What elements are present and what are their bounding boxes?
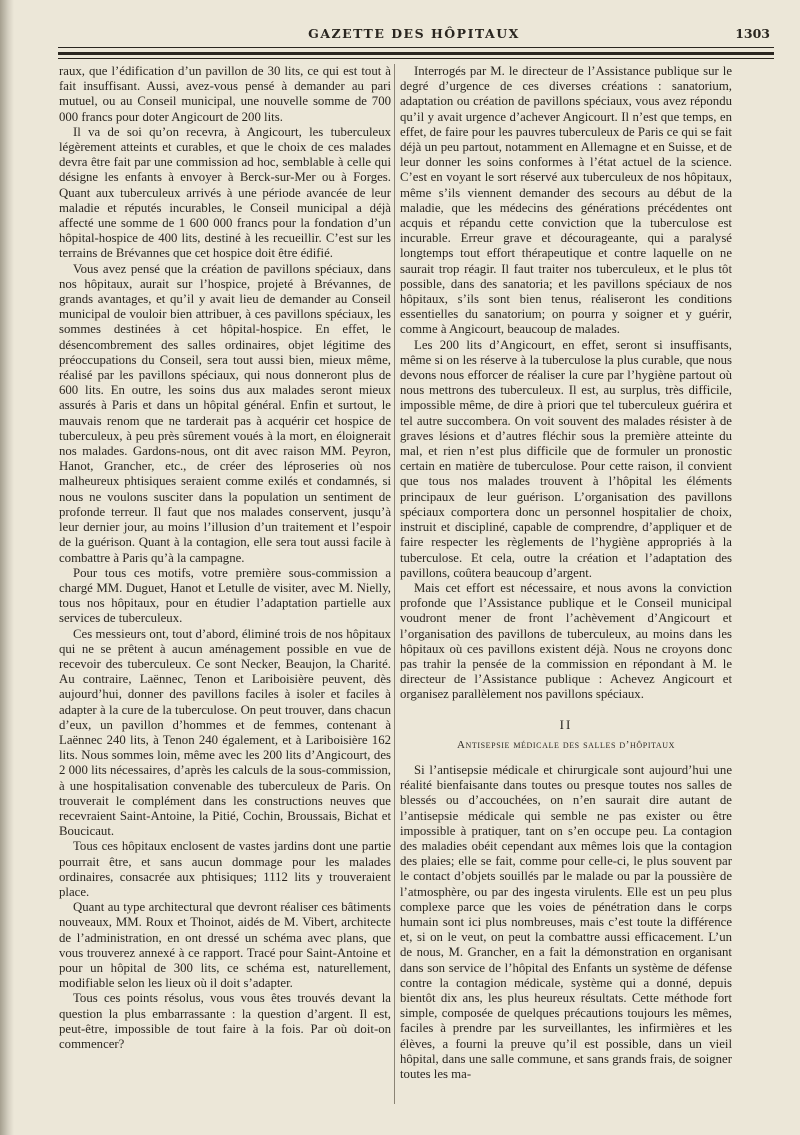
- section-title: Antisepsie médicale des salles d’hôpitaux: [456, 738, 676, 751]
- paragraph: Pour tous ces motifs, votre première sous-commission a chargé MM. Duguet, Hanot et Letulle de visiter, avec M. Nielly, tous nos hôpitaux, pour en étudier l’adaptation partielle aux services de tuberculeux.: [59, 565, 391, 626]
- paragraph: Interrogés par M. le directeur de l’Assistance publique sur le degré d’urgence de ces diverses créations : sanatorium, adaptation ou création de pavillons spéciaux, vous avez répondu qu’il y avait urgence d’achever Angicourt. Il n’est que temps, en effet, de faire pour les pauvres tuberculeux de Paris ce qui se fait déjà un peu partout, notamment en Allemagne et en Suisse, et de leur donner les soins conformes à l’état actuel de la science. C’est en voyant le sort réservé aux tuberculeux de nos hôpitaux, même s’ils viennent demander des secours au début de la maladie, que les médecins des générations précédentes ont acquis et répandu cette conviction que la tuberculose est incurable. Erreur grave et décourageante, qui a paralysé longtemps tout effort thérapeutique et contre laquelle on ne saurait trop réagir. Il faut traiter nos tuberculeux, et le plus tôt possible, dans des sanatoria; et les pavillons spéciaux de nos hôpitaux, s’ils sont bien tenus, réaliseront les conditions essentielles du sanatorium; on pourra y soigner et y guérir, comme à Angicourt, beaucoup de malades.: [400, 64, 732, 337]
- right-column: [400, 64, 732, 1082]
- paragraph: Quant au type architectural que devront réaliser ces bâtiments nouveaux, MM. Roux et Thoinot, aidés de M. Vibert, architecte de l’administration, en ont dressé un schéma avec plans, que vous trouverez annexé à ce rapport. Tracé pour Saint-Antoine et pour un hôpital de 300 lits, ce schéma est, naturellement, modifiable selon les lieux où il doit s’adapter.: [59, 900, 391, 991]
- paragraph: raux, que l’édification d’un pavillon de 30 lits, ce qui est tout à fait insuffisant. Aussi, avez-vous pensé à demander au pari mutuel, ou au Conseil municipal, une nouvelle somme de 700 000 francs pour doter Angicourt de 200 lits.: [59, 64, 391, 124]
- page-number: 1303: [735, 26, 770, 41]
- section-number: II: [559, 716, 573, 732]
- paragraph: Vous avez pensé que la création de pavillons spéciaux, dans nos hôpitaux, aurait sur l’hospice, projeté à Brévannes, de grands avantages, et qu’il y avait lieu de demander au Conseil municipal de vouloir bien attribuer, à ces pavillons spéciaux, les sommes destinées à cet hôpital-hospice. En effet, le désencombrement des salles ordinaires, objet légitime des préoccupations du Conseil, sera tout aussi bien, mieux même, réalisé par les pavillons spéciaux, qui nous donneront plus de 600 lits. En outre, les soins dus aux malades seront mieux assurés à Paris et dans un hôpital général. Enfin et surtout, le mauvais renom que ne tarderait pas à acquérir cet hospice de tuberculeux, à peu près sûrement voués à la mort, en éloignerait nos malades. Gardons-nous, ont dit avec raison MM. Peyron, Hanot, Grancher, etc., de créer des léproseries où nos malheureux phtisiques seraient comme exilés et condamnés, si nous ne voulons susciter dans la population un sentiment de profonde terreur. Il faut que nos malades conservent, jusqu’à leur dernier jour, au moins l’illusion d’un traitement et l’espoir de la guérison. Quant à la contagion, elle sera tout aussi facile à combattre à Paris qu’à la campagne.: [59, 261, 391, 565]
- paragraph: Si l’antisepsie médicale et chirurgicale sont aujourd’hui une réalité bienfaisante dans toutes ou presque toutes nos salles de blessés ou d’accouchées, on n’en saurait dire autant de l’antisepsie médicale qui semble ne pas exister ou être impossible à pratiquer, tant on s’en occupe peu. La contagion des maladies obéit cependant aux mêmes lois que la contagion des plaies; elle se fait, comme pour celle-ci, le plus souvent par le contact d’objets souillés par le malade ou par la poussière de l’atmosphère, ou par des ingesta virulents. Elle est un peu plus complexe parce que les voies de pénétration dans le corps humain sont ici plus nombreuses, mais c’est toute la différence et, si on le veut, on peut la combattre aussi efficacement. L’un de nous, M. Grancher, en a fait la démonstration en organisant dans son service de l’hôpital des Enfants un système de défense contre la contagion médicale, système qui a donné, depuis bientôt dix ans, les plus heureux résultats. Cette méthode fort simple, composée de quelques précautions toujours les mêmes, faciles à prendre par les surveillantes, les infirmières et les élèves, a fourni la preuve qu’il est possible, dans un vieil hôpital, dans une salle commune, et sans grands frais, de soigner toutes les ma-: [400, 762, 732, 1081]
- column-divider: [394, 64, 395, 1104]
- paragraph: Les 200 lits d’Angicourt, en effet, seront si insuffisants, même si on les réserve à la tuberculose la plus curable, que nous devons nous efforcer de réaliser la cure par l’hygiène partout où nous mettrons des tuberculeux. Il est, au surplus, très difficile, impossible même, de dire à priori que tel tuberculeux guérira et tel autre succombera. On voit souvent des malades résister à de graves lésions et d’autres fléchir sous la première atteinte du mal, et rien n’est plus difficile que de formuler un pronostic certain en matière de tuberculose. Pour cette raison, il convient que tous nos malades trouvent à l’hôpital les éléments principaux de leur guérison. L’organisation des pavillons spéciaux comportera donc un personnel hospitalier de choix, instruit et discipliné, capable de comprendre, d’appliquer et de faire respecter les règlements de l’hygiène appropriés à la tuberculose. Et cela, outre la création et l’adaptation des pavillons, coûtera beaucoup d’argent.: [400, 337, 732, 580]
- paragraph: Tous ces points résolus, vous vous êtes trouvés devant la question la plus embarrassante : la question d’argent. Il est, peut-être, impossible de tout faire à la fois. Par où doit-on commencer?: [59, 991, 391, 1051]
- journal-title: GAZETTE DES HÔPITAUX: [308, 26, 520, 41]
- paragraph: Mais cet effort est nécessaire, et nous avons la conviction profonde que l’Assistance publique et le Conseil municipal voudront mener de front l’achèvement d’Angicourt et l’organisation des pavillons de tuberculeux, au moins dans les hôpitaux où ces pavillons existent déjà. Nous ne croyons donc pas trahir la pensée de la commission en répondant à M. le directeur de l’Assistance publique : Achevez Angicourt et organisez parallèlement nos pavillons spéciaux.: [400, 580, 732, 702]
- paragraph: Tous ces hôpitaux enclosent de vastes jardins dont une partie pourrait être, et sans aucun dommage pour les malades ordinaires, consacrée aux phtisiques; 1112 lits y trouveraient place.: [59, 839, 391, 899]
- paragraph: Ces messieurs ont, tout d’abord, éliminé trois de nos hôpitaux qui ne se prêtent à aucun aménagement possible en vue de recevoir des tuberculeux. Ce sont Necker, Beaujon, la Charité. Au contraire, Laënnec, Tenon et Lariboisière peuvent, dès aujourd’hui, donner des pavillons faciles à isoler et faciles à adapter à la cure de la tuberculose. On peut trouver, dans chacun d’eux, un pavillon d’hommes et de femmes, contenant à Laënnec 240 lits, à Tenon 240 également, et à Lariboisière 162 lits. Nous sommes loin, même avec les 200 lits d’Angicourt, des 2 000 lits nécessaires, d’après les calculs de la sous-commission, à une hospitalisation convenable des tuberculeux de Paris. On trouverait le complément dans les constructions neuves que recevraient Saint-Antoine, la Pitié, Cochin, Broussais, Bichat et Boucicaut.: [59, 626, 391, 839]
- left-column: [59, 64, 391, 1052]
- header-rule-thick: [58, 52, 774, 55]
- paragraph: Il va de soi qu’on recevra, à Angicourt, les tuberculeux légèrement atteints et curables, et que le choix de ces malades devra être fait par une commission ad hoc, semblable à celle qui désigne les enfants à envoyer à Berck-sur-Mer ou à Forges. Quant aux tuberculeux arrivés à une période avancée de leur maladie et réputés incurables, le Conseil municipal a déjà affecté une somme de 1 600 000 francs pour la fondation d’un hôpital-hospice de 400 lits, destiné à les recueillir. C’est sur les terrains de Brévannes que cet hospice doit être édifié.: [59, 124, 391, 261]
- page-header: [58, 26, 770, 46]
- page-spine-shadow: [0, 0, 14, 1135]
- header-rule-bottom: [58, 58, 774, 59]
- header-rule-top: [58, 47, 774, 48]
